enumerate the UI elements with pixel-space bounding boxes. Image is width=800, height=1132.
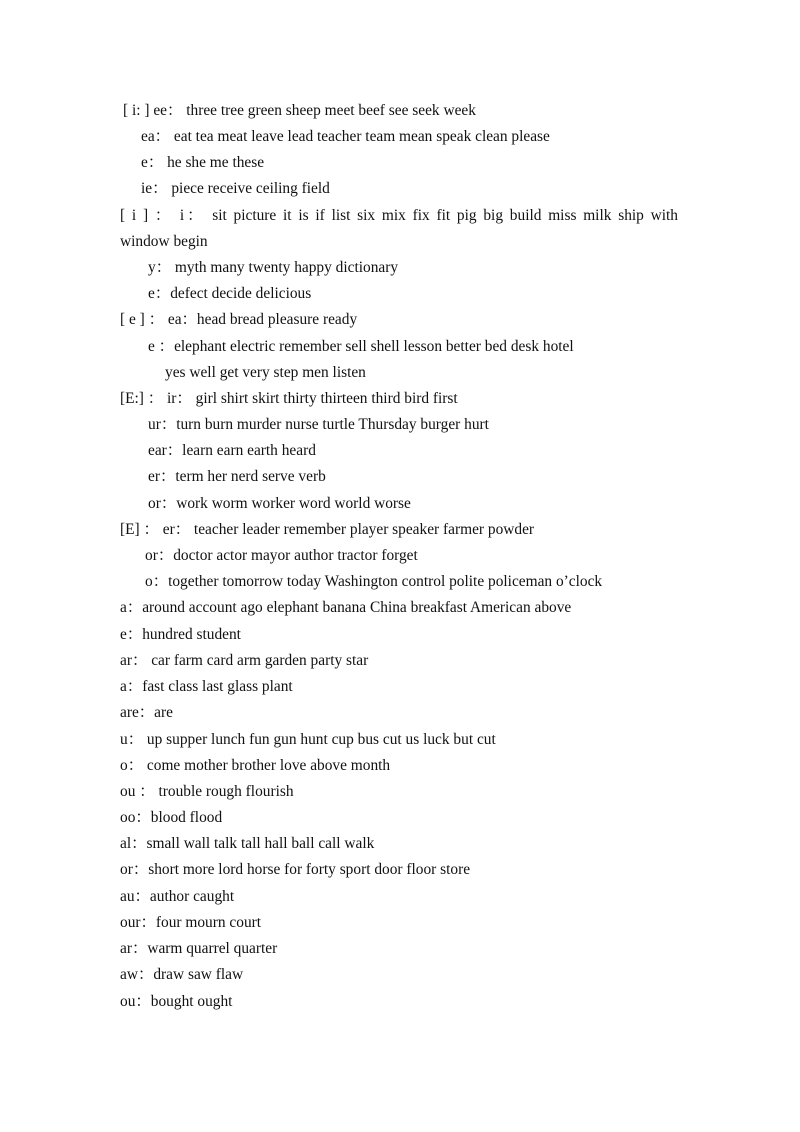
- text-line: au：author caught: [120, 888, 235, 905]
- text-line: [ i ] ： i： sit picture it is if list six mix fix fit pig big build miss milk ship with: [120, 207, 678, 224]
- text-line: a：fast class last glass plant: [120, 678, 293, 695]
- text-line: ear：learn earn earth heard: [148, 442, 316, 459]
- text-line: yes well get very step men listen: [165, 364, 366, 381]
- text-line: al：small wall talk tall hall ball call walk: [120, 835, 375, 852]
- text-line: o：together tomorrow today Washington control polite policeman o’clock: [145, 573, 603, 590]
- text-line: oo：blood flood: [120, 809, 223, 826]
- text-line: ur：turn burn murder nurse turtle Thursday burger hurt: [148, 416, 489, 433]
- text-line: e：hundred student: [120, 626, 241, 643]
- text-line: a：around account ago elephant banana China breakfast American above: [120, 599, 572, 616]
- text-line: er：term her nerd serve verb: [148, 468, 326, 485]
- text-line: [E:] ： ir： girl shirt skirt thirty thirteen third bird first: [120, 390, 458, 407]
- text-line: ea： eat tea meat leave lead teacher team mean speak clean please: [141, 128, 550, 145]
- text-line: ou ： trouble rough flourish: [120, 783, 294, 800]
- text-line: y： myth many twenty happy dictionary: [148, 259, 399, 276]
- text-line: e： he she me these: [141, 154, 265, 171]
- text-line: ie： piece receive ceiling field: [141, 180, 330, 197]
- text-line: are：are: [120, 704, 173, 721]
- text-line: o： come mother brother love above month: [120, 757, 391, 774]
- text-line: or：doctor actor mayor author tractor forget: [145, 547, 418, 564]
- text-line: e ：elephant electric remember sell shell lesson better bed desk hotel: [148, 338, 574, 355]
- text-line: our：four mourn court: [120, 914, 262, 931]
- text-line: or：short more lord horse for forty sport door floor store: [120, 861, 471, 878]
- text-line: [ e ] ： ea：head bread pleasure ready: [120, 311, 358, 328]
- text-line: ar：warm quarrel quarter: [120, 940, 278, 957]
- text-line: ou：bought ought: [120, 993, 233, 1010]
- text-line: aw：draw saw flaw: [120, 966, 244, 983]
- text-line: [E] ： er： teacher leader remember player speaker farmer powder: [120, 521, 535, 538]
- text-line: ar： car farm card arm garden party star: [120, 652, 369, 669]
- text-line: [ i: ] ee： three tree green sheep meet beef see seek week: [123, 102, 476, 119]
- text-line: or：work worm worker word world worse: [148, 495, 411, 512]
- text-line: window begin: [120, 233, 208, 250]
- text-line: u： up supper lunch fun gun hunt cup bus cut us luck but cut: [120, 731, 496, 748]
- text-line: e：defect decide delicious: [148, 285, 312, 302]
